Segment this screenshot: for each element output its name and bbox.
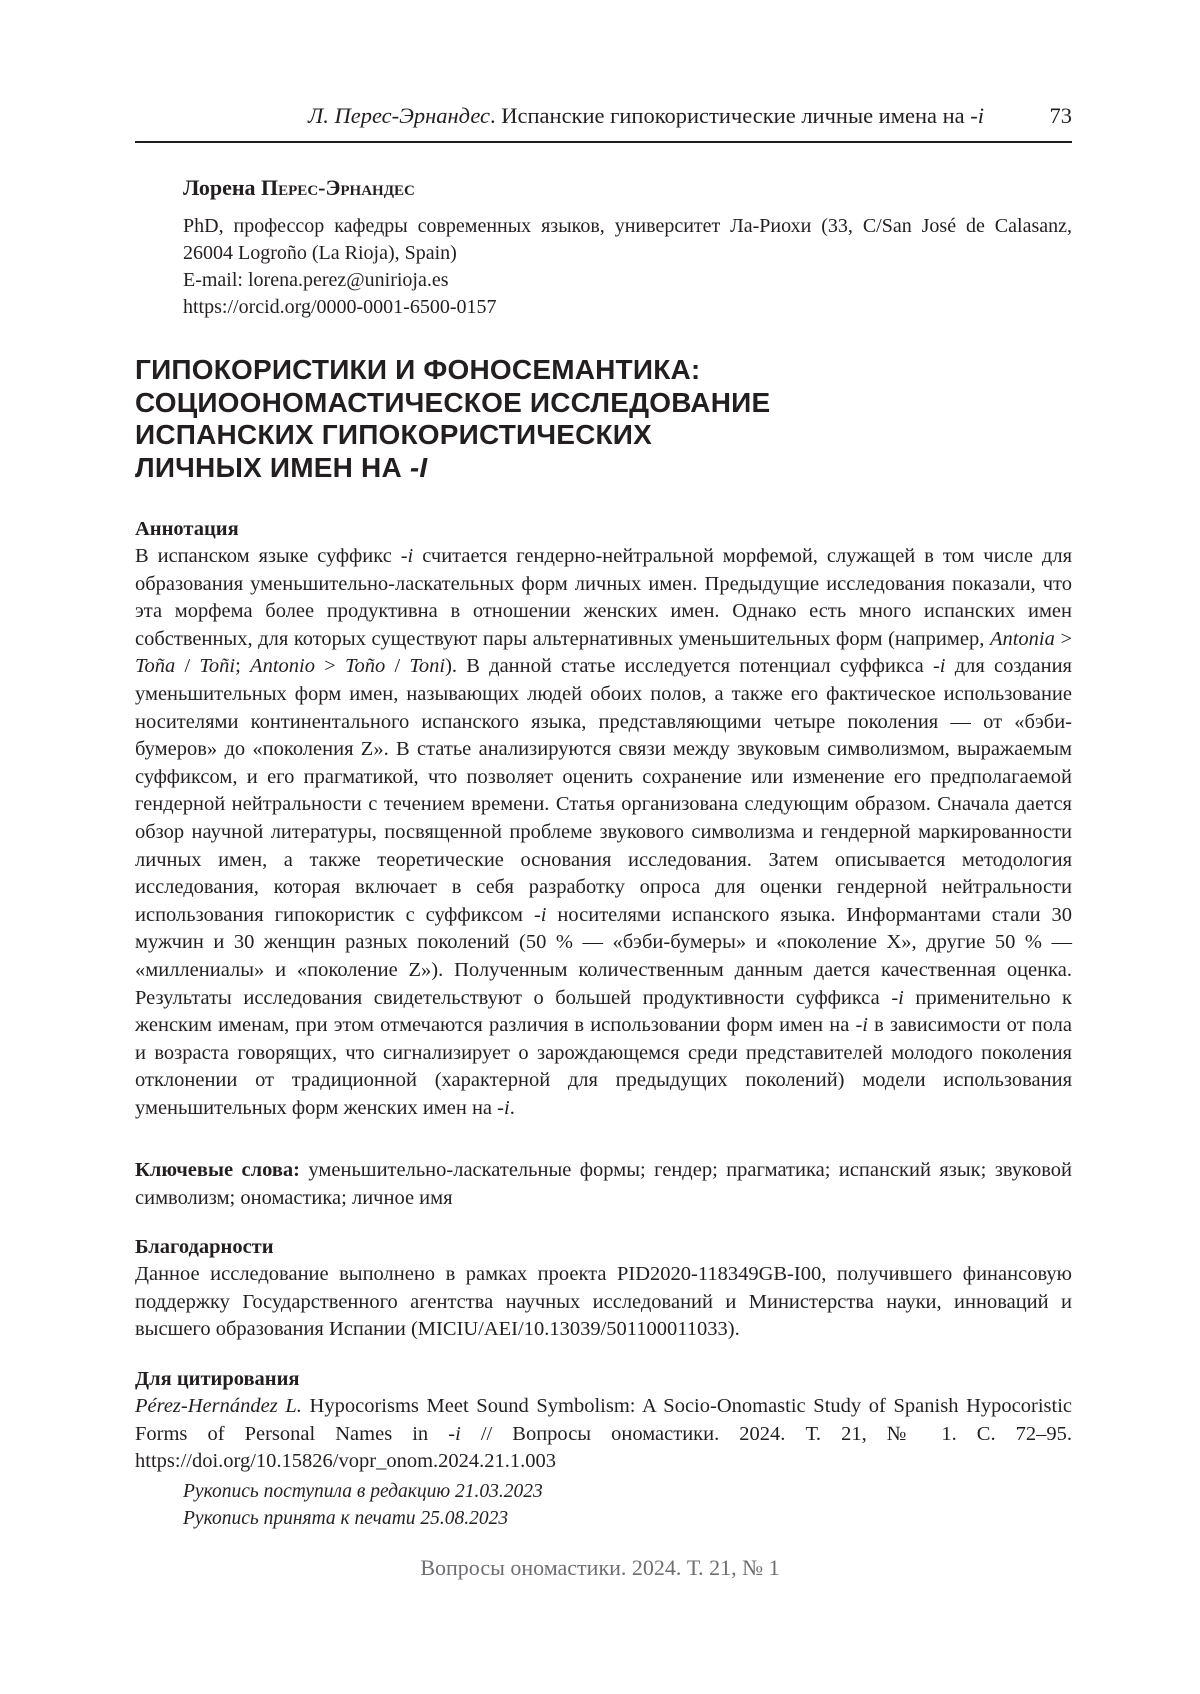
author-affiliation: PhD, профессор кафедры современных языков, университет Ла-Риохи (33, C/San José de Calasanz, 26004 Logroño (La Rioja), Spain) <box>183 215 1072 264</box>
acknowledgements-heading: Благодарности <box>135 1236 274 1258</box>
author-name: Лорена Перес-Эрнандес <box>183 175 415 200</box>
citation-section <box>135 1366 1072 1476</box>
author-orcid: https://orcid.org/0000-0001-6500-0157 <box>183 296 497 318</box>
title-line: ЛИЧНЫХ ИМЕН НА -I <box>135 451 428 483</box>
article-title <box>135 354 1072 484</box>
abstract-section <box>135 516 1072 1122</box>
keywords-label: Ключевые слова: <box>135 1159 300 1181</box>
title-line: ГИПОКОРИСТИКИ И ФОНОСЕМАНТИКА: <box>135 354 701 385</box>
acknowledgements-section <box>135 1234 1072 1344</box>
keywords-section <box>135 1157 1072 1212</box>
manuscript-dates <box>183 1478 983 1532</box>
author-block <box>183 173 1072 321</box>
running-author: Л. Перес-Эрнандес <box>307 103 491 128</box>
title-line: ИСПАНСКИХ ГИПОКОРИСТИЧЕСКИХ <box>135 419 652 450</box>
author-email: E-mail: lorena.perez@unirioja.es <box>183 269 449 291</box>
keywords-text: Ключевые слова: уменьшительно-ласкательные формы; гендер; прагматика; испанский язык; звуковой символизм; ономастика; личное имя <box>135 1159 1072 1209</box>
header-rule <box>135 141 1072 143</box>
abstract-text: В испанском языке суффикс -i считается гендерно-нейтральной морфемой, служащей в том числе для образования уменьшительно-ласкательных форм личных имен. Предыдущие исследования показали, что эта морфема более продуктивна в отношении женских имен. Однако есть много испанских имен собственных, для которых существуют пары альтернативных уменьшительных форм (например, Antonia > Toña / Toñi; Antonio > Toño / Toni). В данной статье исследуется потенциал суффикса -i для создания уменьшительных форм имен, называющих людей обоих полов, а также его фактическое использование носителями континентального испанского языка, представляющими четыре поколения — от «бэби-бумеров» до «поколения Z». В статье анализируются связи между звуковым символизмом, выражаемым суффиксом, и его прагматикой, что позволяет оценить сохранение или изменение его предполагаемой гендерной нейтральности с течением времени. Статья организована следующим образом. Сначала дается обзор научной литературы, посвященной проблеме звукового символизма и гендерной маркированности личных имен, а также теоретические основания исследования. Затем описывается методология исследования, которая включает в себя разработку опроса для оценки гендерной нейтральности использования гипокористик с суффиксом -i носителями испанского языка. Информантами стали 30 мужчин и 30 женщин разных поколений (50 % — «бэби-бумеры» и «поколение X», другие 50 % — «миллениалы» и «поколение Z»). Полученным количественным данным дается качественная оценка. Результаты исследования свидетельствуют о большей продуктивности суффикса -i применительно к женским именам, при этом отмечаются различия в использовании форм имен на -i в зависимости от пола и возраста говорящих, что сигнализирует о зарождающемся среди представителей молодого поколения отклонении от традиционной (характерной для предыдущих поколений) модели использования уменьшительных форм женских имен на -i. <box>135 545 1073 1119</box>
received-date: Рукопись поступила в редакцию 21.03.2023 <box>183 1481 543 1502</box>
abstract-heading: Аннотация <box>135 518 239 540</box>
citation-text: Pérez-Hernández L. Hypocorisms Meet Sound Symbolism: A Socio-Onomastic Study of Spanish Hypocoristic Forms of Personal Names in -i // Вопросы ономастики. 2024. Т. 21, № 1. С. 72–95. https://doi.org/10.15826/vopr_onom.2024.21.1.003 <box>135 1395 1073 1473</box>
citation-heading: Для цитирования <box>135 1368 300 1390</box>
acknowledgements-text: Данное исследование выполнено в рамках проекта PID2020-118349GB-I00, получившего финансовую поддержку Государственного агентства научных исследований и Министерства науки, инноваций и высшего образования Испании (MICIU/AEI/10.13039/501100011033). <box>135 1263 1072 1341</box>
journal-footer: Вопросы ономастики. 2024. Т. 21, № 1 <box>420 1555 780 1580</box>
page-number: 73 <box>1049 103 1072 128</box>
running-title: Л. Перес-Эрнандес. Испанские гипокористические личные имена на -i <box>307 103 984 128</box>
title-line: СОЦИООНОМАСТИЧЕСКОЕ ИССЛЕДОВАНИЕ <box>135 386 771 418</box>
accepted-date: Рукопись принята к печати 25.08.2023 <box>183 1508 509 1529</box>
